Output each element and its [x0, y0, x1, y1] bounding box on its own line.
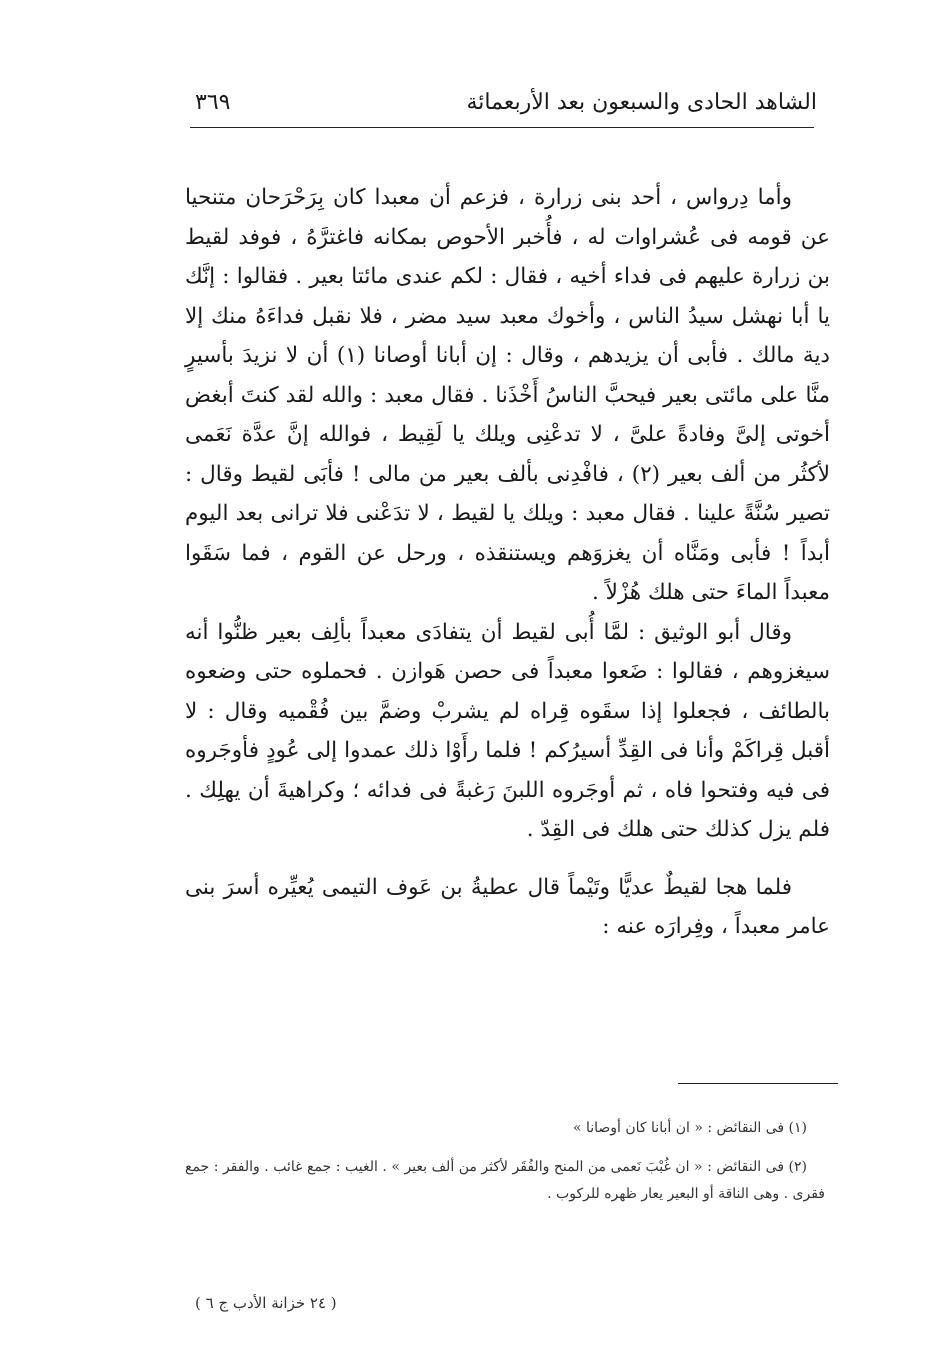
paragraph-1: وأما دِرواس ، أحد بنى زرارة ، فزعم أن معبدا كان بِرَحْرَحان متنحيا عن قومه فى عُشراوات له ، فأُخبر الأحوص بمكانه فاغترَّهُ ، فوفد لقيط بن زرارة عليهم فى فداء أخيه ، فقال : لكم عندى مائتا بعير . فقالوا : إنَّك يا أبا نهشل سيدُ الناس ، وأخوك معبد سيد مضر ، فلا نقبل فداءَهُ منك إلا دية مالك . فأبى أن يزيدهم ، وقال : إن أبانا أوصانا (١) أن لا نزيدَ بأسيرٍ منَّا على مائتى بعير فيحبَّ الناسُ أَخْذَنا . فقال معبد : والله لقد كنتَ أبغض أخوتى إلىَّ وفادةً علىَّ ، لا تدعْنِى ويلك يا لَقِيط ، فوالله إنَّ عدَّة نَعَمى لأكثُر من ألف بعير (٢) ، فافْدِنى بألف بعير من مالى ! فأبَى لقيط وقال : تصير سُنَّةً علينا . فقال معبد : ويلك يا لقيط ، لا تدَعْنى فلا ترانى بعد اليوم أبداً ! فأبى ومَنَّاه أن يغزوَهم ويستنقذه ، ورحل عن القوم ، فما سَقَوا معبداً الماءَ حتى هلك هُزْلاً . — [185, 185, 830, 605]
footnote-2: (٢) فى النقائض : « ان غُبْبَ نَعمى من المنح والفُقَر لأكثر من ألف بعير » . الغيب : جمع غائب . والفقر : جمع فقرى . وهى الناقة أو البعير يعار ظهره للركوب . — [185, 1159, 825, 1202]
footnote-1: (١) فى النقائض : « ان أبانا كان أوصانا » — [572, 1120, 807, 1136]
paragraph-2: وقال أبو الوثيق : لمَّا أُبى لقيط أن يتفادَى معبداً بألِف بعير ظنُّوا أنه سيغزوهم ، فقالوا : ضَعوا معبداً فى حصن هَوازن . فحملوه حتى وضعوه بالطائف ، فجعلوا إذا سقَوه قِراه لم يشربْ وضمَّ بين فُقْميه وقال : لا أقبل قِراكَمْ وأنا فى القِدِّ أسيرُكم ! فلما رأَوْا ذلك عمدوا إلى عُودٍ فأوجَروه فى فيه وفتحوا فاه ، ثم أوجَروه اللبنَ رَغبةً فى فدائه ؛ وكراهيةَ أن يهلِك . فلم يزل كذلك حتى هلك فى القِدّ . — [185, 619, 830, 842]
paragraph-3: فلما هجا لقيطٌ عديًّا وتَيْماً قال عطيةُ بن عَوف التيمى يُعيِّره أسرَ بنى عامر معبداً ، وفِرارَه عنه : — [185, 874, 830, 939]
footnotes — [185, 1115, 825, 1220]
header-rule — [190, 127, 814, 128]
running-title: الشاهد الحادى والسبعون بعد الأربعمائة — [466, 89, 817, 115]
page-header — [195, 82, 817, 122]
signature-mark: ( ٢٤ خزانة الأدب ج ٦ ) — [195, 1294, 337, 1312]
page-number: ٣٦٩ — [195, 89, 231, 115]
body-text — [185, 178, 830, 947]
footnote-rule — [678, 1083, 838, 1084]
